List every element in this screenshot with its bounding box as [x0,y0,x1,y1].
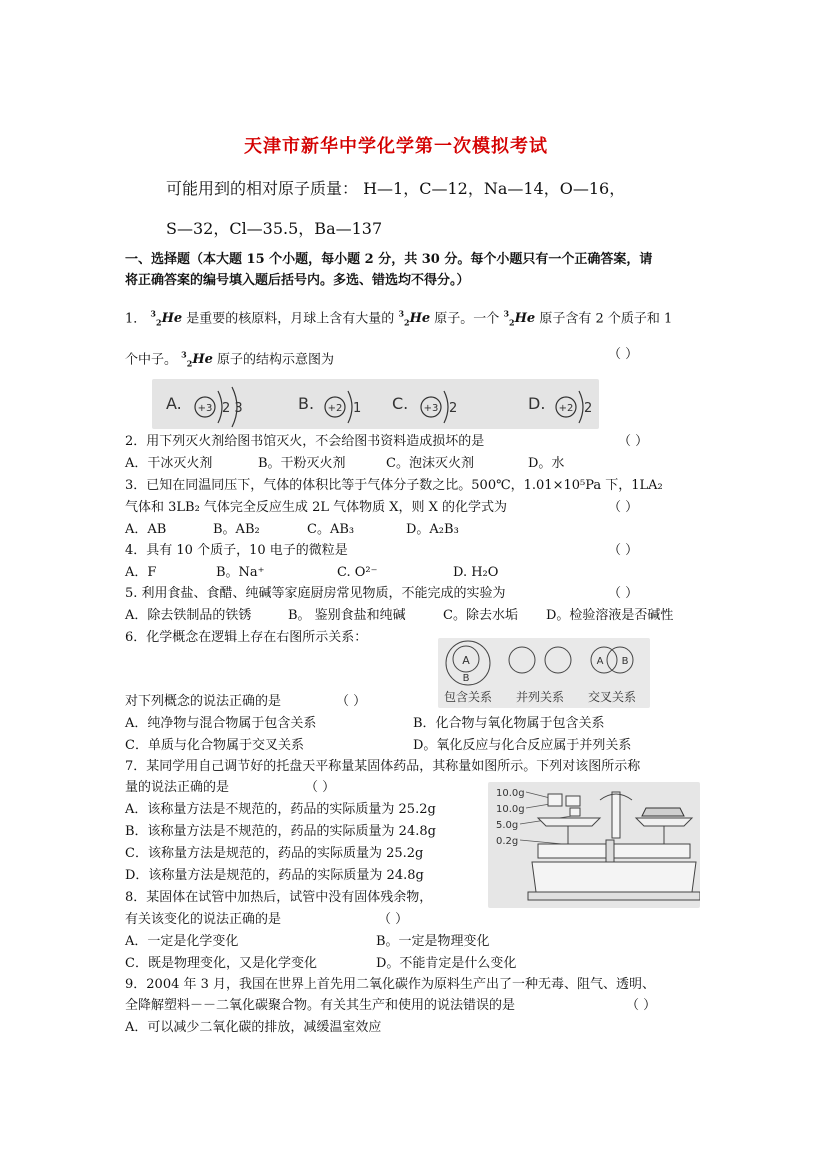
q6-letter-a2: A [596,656,604,667]
q6-parallel-circle-2 [545,647,571,673]
q6-letter-a1: A [462,654,470,667]
q1-number: 1． [125,311,147,327]
page-title: 天津市新华中学化学第一次模拟考试 [244,136,548,157]
q7-option-c[interactable]: C．该称量方法是规范的，药品的实际质量为 25.2g [125,846,424,861]
q7-center-pillar [612,792,620,838]
q6-label-parallel: 并列关系 [515,690,565,704]
he-symbol-1: $^3_2$He [150,309,183,328]
q6-option-c[interactable]: C．单质与化合物属于交叉关系 [125,738,304,753]
q7-rider [606,840,614,862]
q7-pointer-2 [526,804,550,808]
q6-option-b[interactable]: B．化合物与氧化物属于包含关系 [413,716,605,731]
q8-answer-blank[interactable]: （ ） [378,912,409,927]
q5-option-b[interactable]: B。 鉴别食盐和纯碱 [288,608,406,623]
q1-line1 [125,306,672,331]
q9-answer-blank[interactable]: （ ） [626,998,657,1013]
q1-option-b-shell1 [348,391,352,423]
section1-heading-line2: 将正确答案的编号填入题后括号内。多选、错选均不得分。） [125,273,470,288]
q9-line1: 9．2004 年 3 月，我国在世界上首先用二氧化碳作为原料生产出了一种无毒、阻气、透明、 [125,977,656,992]
q1-option-c-shell1 [444,391,448,423]
q8-option-b[interactable]: B。一定是物理变化 [376,934,490,949]
q8-option-d[interactable]: D。不能肯定是什么变化 [376,956,517,971]
q5-option-c[interactable]: C。除去水垢 [443,608,518,623]
atomic-masses-line1: 可能用到的相对原子质量： H—1，C—12，Na—14，O—16， [166,179,626,198]
q6-label-intersection: 交叉关系 [587,690,637,704]
q7-weight-block-1 [548,794,562,806]
q9-line2: 全降解塑料－－二氧化碳聚合物。有关其生产和使用的说法错误的是 [125,998,516,1013]
q6-relations-figure [438,638,650,708]
q8-option-c[interactable]: C．既是物理变化，又是化学变化 [125,956,317,971]
he-symbol-3: $^3_2$He [503,309,536,328]
q1-option-c-charge: +3 [423,403,439,414]
q7-right-pan [636,818,692,826]
q1-part3: 原子含有 2 个质子和 1 [539,311,673,327]
q3-option-c[interactable]: C。AB₃ [307,522,355,537]
q2-option-c[interactable]: C。泡沫灭火剂 [386,456,474,471]
q6-option-a[interactable]: A．纯净物与混合物属于包含关系 [125,716,317,731]
q6-parallel-circle-1 [509,647,535,673]
q4-option-b[interactable]: B。Na⁺ [216,565,265,580]
q6-letter-b1: B [462,673,470,684]
q1-part2: 原子。一个 [434,311,500,327]
q6-cross-circle-a [591,647,617,673]
q7-base-foot [528,892,700,900]
q7-weight-label-1: 10.0g [496,788,525,799]
q7-answer-blank[interactable]: （ ） [305,780,336,795]
q1-line2-b: 原子的结构示意图为 [217,352,335,368]
q1-option-d-shell1 [579,391,583,423]
q1-option-a-label: A. [166,394,182,413]
q1-option-d-charge: +2 [558,403,574,414]
q1-option-b-electrons: 1 [353,401,362,416]
q4-answer-blank[interactable]: （ ） [608,543,639,558]
q7-line2: 量的说法正确的是 [125,780,230,795]
q7-balance-figure [488,782,700,908]
q4-option-c[interactable]: C. O²⁻ [337,565,378,580]
q6-letter-b2: B [621,656,629,667]
q7-weight-label-2: 10.0g [496,804,525,815]
q1-option-c-electrons: 2 [449,401,458,416]
he-symbol-4: $^3_2$He [181,350,213,369]
q5-stem: 5. 利用食盐、食醋、纯碱等家庭厨房常见物质，不能完成的实验为 [125,586,506,601]
section1-heading-line1: 一、选择题（本大题 15 个小题，每小题 2 分，共 30 分。每个小题只有一个正确答案，请 [125,252,653,267]
q8-line2: 有关该变化的说法正确的是 [125,912,282,927]
q6-stem2: 对下列概念的说法正确的是 [125,694,282,709]
q1-option-b-label: B. [298,394,315,413]
q5-answer-blank[interactable]: （ ） [608,586,639,601]
q8-line1: 8．某固体在试管中加热后，试管中没有固体残余物， [125,890,433,905]
q1-part1: 是重要的核原料，月球上含有大量的 [186,311,395,327]
q9-option-a[interactable]: A．可以减少二氧化碳的排放，减缓温室效应 [125,1020,382,1035]
q2-stem: 2．用下列灭火剂给图书馆灭火，不会给图书资料造成损坏的是 [125,434,485,449]
q7-weight-label-3: 5.0g [496,820,519,831]
q2-option-d[interactable]: D。水 [528,456,565,471]
q6-label-inclusion: 包含关系 [443,690,493,704]
q3-answer-blank[interactable]: （ ） [608,500,639,515]
q1-line2-a: 个中子。 [125,352,178,368]
q7-sample-object [642,808,684,816]
q7-pointer-1 [526,792,550,798]
atomic-masses-line2: S—32，Cl—35.5，Ba—137 [166,219,383,238]
q1-answer-blank[interactable]: （ ） [608,347,639,362]
q3-option-b[interactable]: B。AB₂ [213,522,260,537]
q7-weight-label-4: 0.2g [496,836,519,847]
q2-answer-blank[interactable]: （ ） [618,434,649,449]
q5-option-a[interactable]: A．除去铁制品的铁锈 [125,608,252,623]
q8-option-a[interactable]: A．一定是化学变化 [125,934,239,949]
q1-atom-diagrams [152,379,599,429]
q7-weight-block-3 [570,808,580,816]
q7-option-a[interactable]: A．该称量方法是不规范的，药品的实际质量为 25.2g [125,802,436,817]
q7-left-pan [538,818,600,826]
q7-weight-block-2 [566,796,580,806]
q6-answer-blank[interactable]: （ ） [336,694,367,709]
q1-option-a-electrons: 2 3 [222,401,243,416]
he-symbol-2: $^3_2$He [398,309,431,328]
q3-line2: 气体和 3LB₂ 气体完全反应生成 2L 气体物质 X，则 X 的化学式为 [125,500,508,515]
q1-option-a-charge: +3 [197,403,213,414]
q1-line2 [125,347,334,372]
q5-option-d[interactable]: D。检验溶液是否碱性 [546,608,674,623]
q7-option-b[interactable]: B．该称量方法是不规范的，药品的实际质量为 24.8g [125,824,436,839]
q3-option-d[interactable]: D。A₂B₃ [406,522,459,537]
q7-option-d[interactable]: D．该称量方法是规范的，药品的实际质量为 24.8g [125,868,424,883]
q3-line1: 3．已知在同温同压下，气体的体积比等于气体分子数之比。500℃，1.01×10⁵Pa 下，1LA₂ [125,478,663,493]
q1-option-d-electrons: 2 [584,401,593,416]
q4-stem: 4．具有 10 个质子，10 电子的微粒是 [125,543,348,558]
q7-base [532,862,696,892]
q7-line1: 7．某同学用自己调节好的托盘天平称量某固体药品，其称量如图所示。下列对该图所示称 [125,759,641,774]
q3-option-a[interactable]: A．AB [125,522,167,537]
q6-cross-circle-b [607,647,633,673]
q4-option-a[interactable]: A．F [125,565,157,580]
q1-option-b-charge: +2 [327,403,343,414]
q6-option-d[interactable]: D。氧化反应与化合反应属于并列关系 [413,738,632,753]
q1-option-d-label: D. [528,394,546,413]
q4-option-d[interactable]: D. H₂O [453,565,499,580]
q2-option-b[interactable]: B。干粉灭火剂 [258,456,346,471]
q2-option-a[interactable]: A．干冰灭火剂 [125,456,213,471]
q6-stem: 6．化学概念在逻辑上存在右图所示关系： [125,630,368,645]
q1-option-c-label: C. [392,394,409,413]
